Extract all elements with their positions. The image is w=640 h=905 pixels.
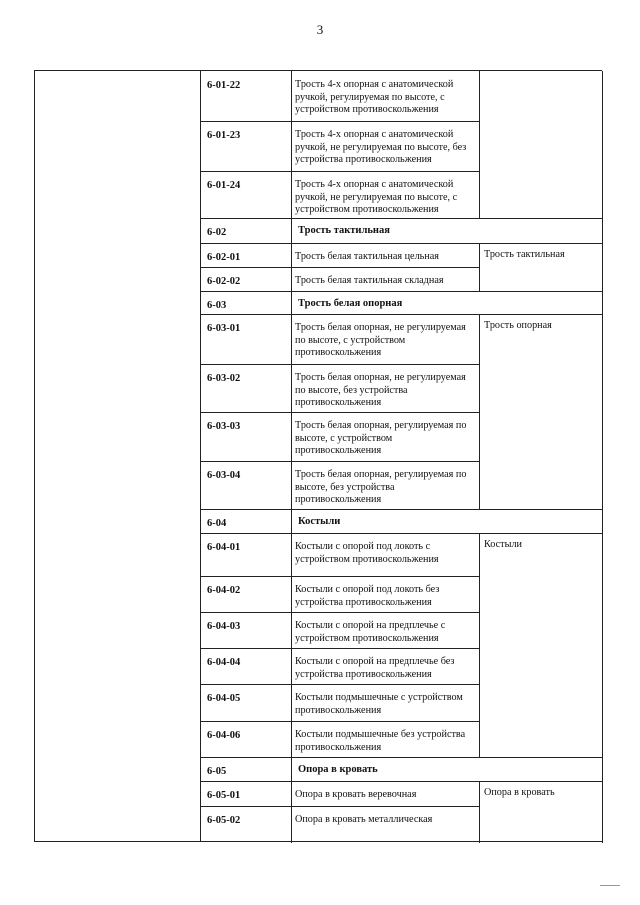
row-divider: [201, 291, 603, 292]
row-code: 6-04-03: [207, 621, 241, 632]
column-divider: [291, 71, 292, 843]
row-category: Трость опорная: [484, 320, 552, 331]
row-name: Трость 4-х опорная с анатомической ручкой, регулируемая по высоте, с устройством противоскольжения: [295, 79, 454, 115]
row-code: 6-03: [207, 300, 227, 311]
row-code: 6-04-02: [207, 585, 241, 596]
row-divider: [201, 806, 479, 807]
row-code: 6-04-04: [207, 657, 241, 668]
page-number: 3: [316, 22, 324, 37]
row-name: Опора в кровать веревочная: [295, 789, 417, 800]
row-name: Костыли с опорой на предплечье с устройством противоскольжения: [295, 620, 446, 644]
row-divider: [201, 314, 603, 315]
row-code: 6-01-23: [207, 130, 241, 141]
row-code: 6-05-02: [207, 815, 241, 826]
row-divider: [201, 612, 479, 613]
group-heading: Трость белая опорная: [298, 298, 403, 309]
classification-table: [34, 70, 602, 842]
row-name: Трость 4-х опорная с анатомической ручкой, не регулируемая по высоте, без устройства противоскольжения: [295, 129, 467, 165]
row-name: Трость 4-х опорная с анатомической ручкой, не регулируемая по высоте, с устройством противоскольжения: [295, 179, 458, 215]
row-code: 6-03-04: [207, 470, 241, 481]
row-divider: [201, 243, 603, 244]
row-name: Трость белая опорная, не регулируемая по высоте, с устройством противоскольжения: [295, 322, 466, 358]
row-name: Трость белая опорная, не регулируемая по высоте, без устройства противоскольжения: [295, 372, 466, 408]
category-divider: [479, 781, 480, 843]
category-divider: [479, 314, 480, 509]
row-code: 6-04-01: [207, 542, 241, 553]
row-name: Трость белая тактильная складная: [295, 275, 444, 286]
row-divider: [201, 121, 479, 122]
row-code: 6-02-02: [207, 276, 241, 287]
row-divider: [201, 781, 603, 782]
row-code: 6-02: [207, 227, 227, 238]
row-name: Костыли подмышечные без устройства противоскольжения: [295, 729, 466, 753]
row-code: 6-03-01: [207, 323, 241, 334]
group-heading: Опора в кровать: [298, 764, 378, 775]
row-divider: [201, 218, 603, 219]
row-code: 6-01-22: [207, 80, 241, 91]
row-name: Трость белая опорная, регулируемая по высоте, с устройством противоскольжения: [295, 420, 467, 456]
row-category: Опора в кровать: [484, 787, 555, 798]
left-empty-column: [35, 71, 201, 841]
row-code: 6-04-05: [207, 693, 241, 704]
row-name: Опора в кровать металлическая: [295, 814, 433, 825]
row-divider: [201, 364, 479, 365]
row-code: 6-05: [207, 766, 227, 777]
row-divider: [201, 461, 479, 462]
row-code: 6-03-02: [207, 373, 241, 384]
row-code: 6-01-24: [207, 180, 241, 191]
row-code: 6-03-03: [207, 421, 241, 432]
row-name: Трость белая опорная, регулируемая по высоте, без устройства противоскольжения: [295, 469, 467, 505]
row-code: 6-04-06: [207, 730, 241, 741]
group-heading: Трость тактильная: [298, 225, 390, 236]
row-name: Трость белая тактильная цельная: [295, 251, 439, 262]
row-divider: [201, 412, 479, 413]
footer-mark: [600, 885, 620, 886]
category-divider: [479, 71, 480, 218]
row-divider: [201, 576, 479, 577]
row-divider: [201, 757, 603, 758]
row-name: Костыли с опорой под локоть с устройством противоскольжения: [295, 541, 439, 565]
group-heading: Костыли: [298, 516, 341, 527]
row-name: Костыли с опорой на предплечье без устройства противоскольжения: [295, 656, 455, 680]
row-divider: [201, 509, 603, 510]
category-divider: [479, 243, 480, 291]
row-code: 6-02-01: [207, 252, 241, 263]
row-divider: [201, 171, 479, 172]
row-name: Костыли подмышечные с устройством противоскольжения: [295, 692, 463, 716]
row-category: Костыли: [484, 539, 522, 550]
row-divider: [201, 721, 479, 722]
row-category: Трость тактильная: [484, 249, 565, 260]
row-divider: [201, 533, 603, 534]
row-divider: [201, 648, 479, 649]
row-code: 6-05-01: [207, 790, 241, 801]
category-divider: [479, 533, 480, 757]
row-code: 6-04: [207, 518, 227, 529]
row-divider: [201, 684, 479, 685]
table-right-border: [602, 71, 603, 843]
row-name: Костыли с опорой под локоть без устройства противоскольжения: [295, 584, 440, 608]
row-divider: [201, 267, 479, 268]
